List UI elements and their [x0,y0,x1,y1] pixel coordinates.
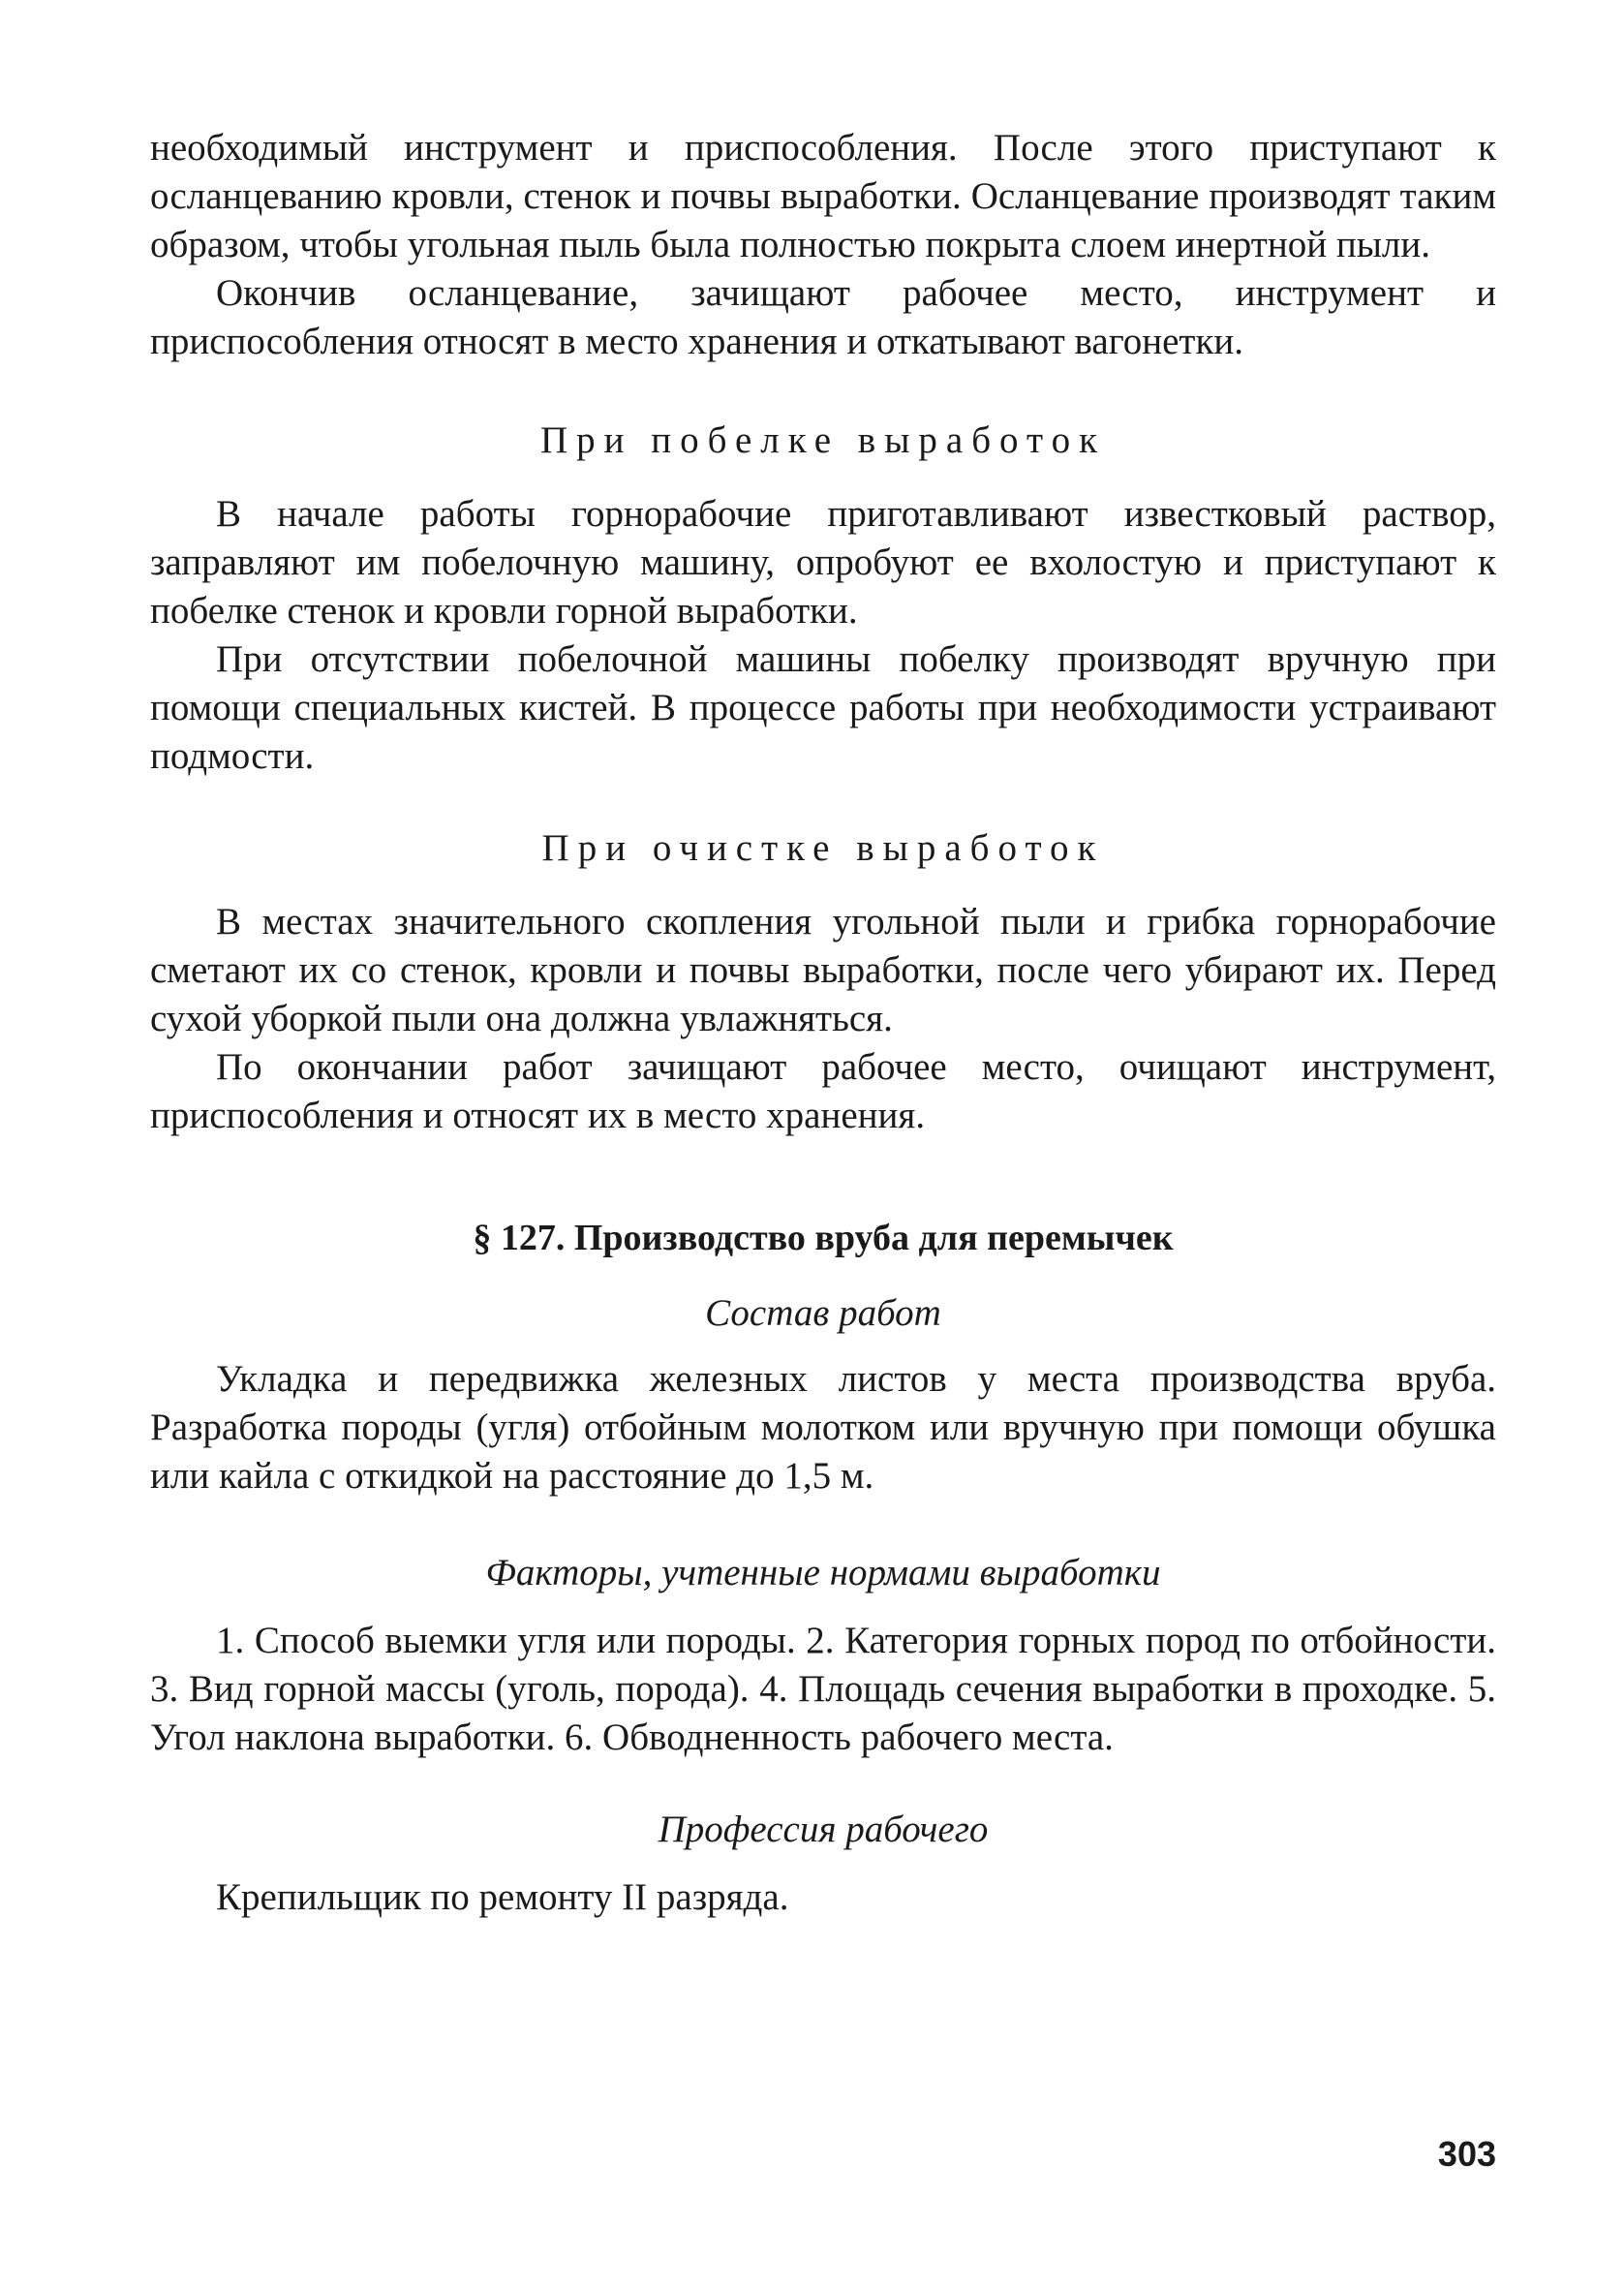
factors-text: 1. Способ выемки угля или породы. 2. Категория горных пород по отбойности. 3. Вид горной массы (уголь, порода). 4. Площадь сечения выработки в проходке. 5. Угол наклона выработки. 6. Обводненность рабочего места. [150,1620,1496,1758]
document-page [150,124,1496,1922]
whitewash-heading: При побелке выработок [539,419,1107,461]
intro-paragraph-1: необходимый инструмент и приспособления. После этого приступают к осланцеванию кровли, стенок и почвы выработки. Осланцевание производят таким образом, чтобы угольная пыль была полностью покрыта слоем инертной пыли. [150,127,1496,265]
whitewash-paragraph-1: В начале работы горнорабочие приготавливают известковый раствор, заправляют им побелочную машину, опробуют ее вхолостую и приступают к побелке стенок и кровли горной выработки. [150,493,1496,632]
cleaning-paragraph-2: По окончании работ зачищают рабочее место, очищают инструмент, приспособления и относят их в место хранения. [150,1046,1496,1136]
factors-heading: Факторы, учтенные нормами выработки [485,1552,1161,1593]
page-number: 303 [1437,2134,1496,2174]
composition-text: Укладка и передвижка железных листов у места производства вруба. Разработка породы (угля) отбойным молотком или вручную при помощи обушка или кайла с откидкой на расстояние до 1,5 м. [150,1358,1496,1497]
cleaning-paragraph-1: В местах значительного скопления угольной пыли и грибка горнорабочие сметают их со стенок, кровли и почвы выработки, после чего убирают их. Перед сухой уборкой пыли она должна увлажняться. [150,901,1496,1039]
intro-paragraph-2: Окончив осланцевание, зачищают рабочее место, инструмент и приспособления относят в место хранения и откатывают вагонетки. [150,272,1496,362]
profession-text: Крепильщик по ремонту II разряда. [216,1876,789,1918]
cleaning-heading: При очистке выработок [541,827,1105,869]
composition-heading: Состав работ [705,1292,941,1334]
section-title: § 127. Производство вруба для перемычек [473,1218,1174,1258]
profession-heading: Профессия рабочего [658,1809,989,1850]
whitewash-paragraph-2: При отсутствии побелочной машины побелку производят вручную при помощи специальных кистей. В процессе работы при необходимости устраивают подмости. [150,638,1496,777]
